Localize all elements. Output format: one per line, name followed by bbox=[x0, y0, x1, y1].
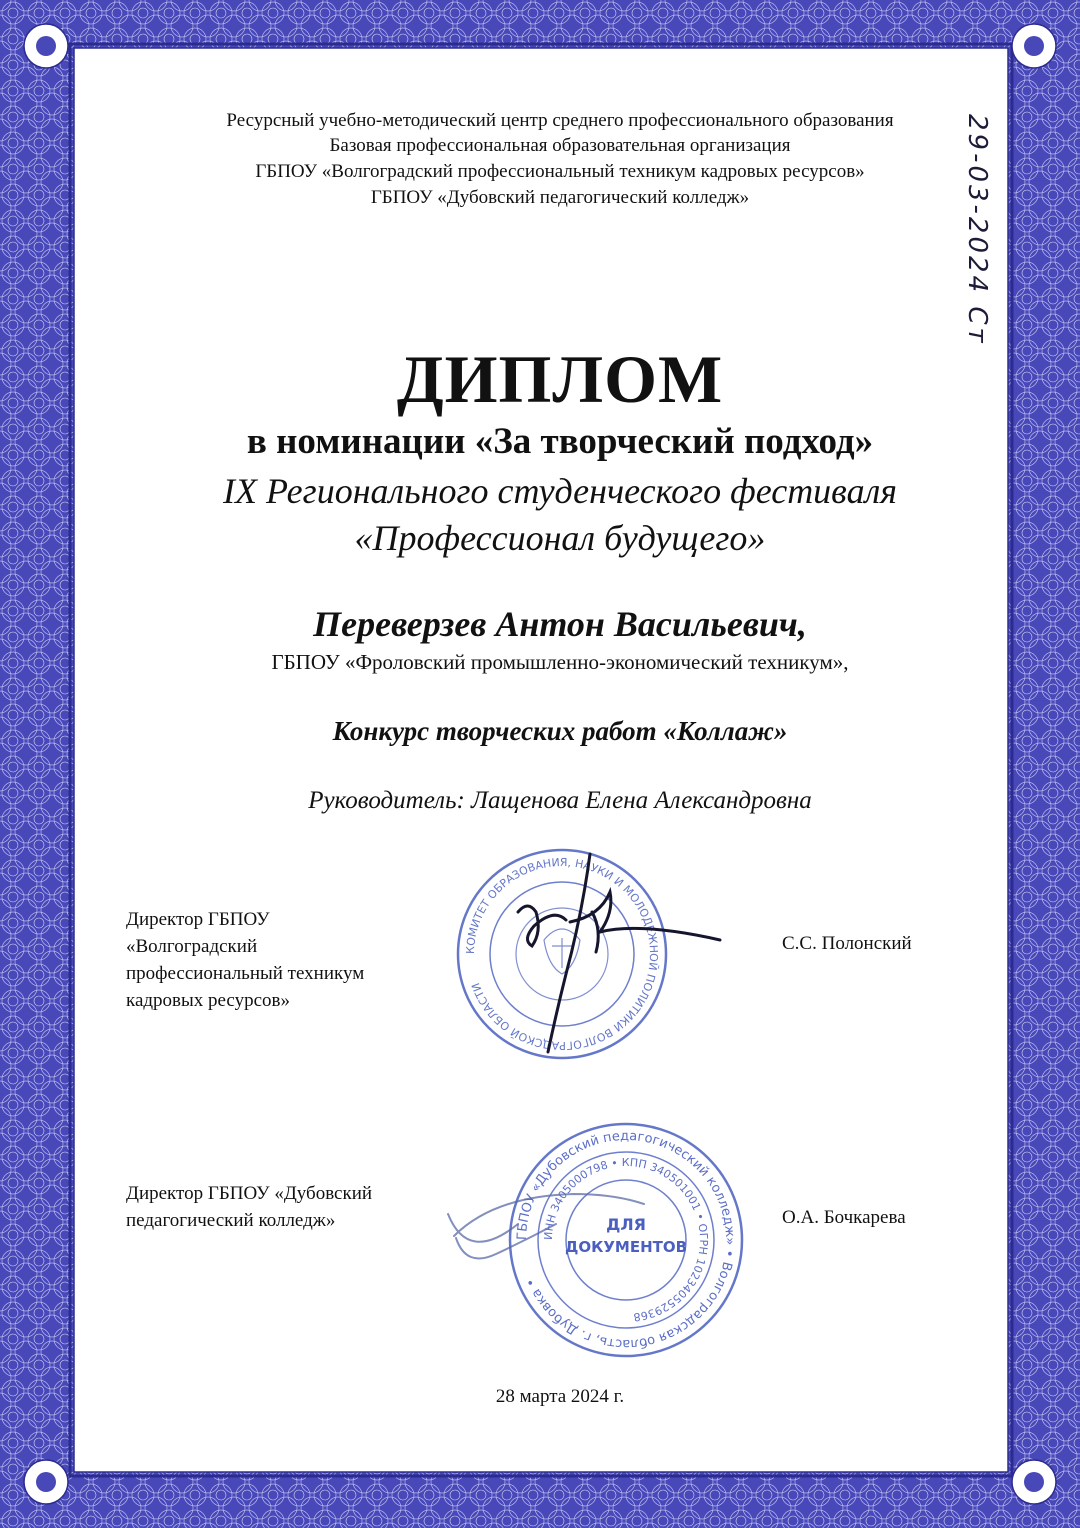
contest-title: Конкурс творческих работ «Коллаж» bbox=[332, 716, 788, 746]
position-line: кадровых ресурсов» bbox=[126, 990, 291, 1011]
header-line-1: Ресурсный учебно-методический центр среднего профессионального образования bbox=[226, 110, 894, 131]
stamp-center-line-1: ДЛЯ bbox=[606, 1215, 646, 1234]
header-line-4: ГБПОУ «Дубовский педагогический колледж» bbox=[370, 187, 750, 208]
stamp-center-line-2: ДОКУМЕНТОВ bbox=[564, 1238, 688, 1256]
issue-date: 28 марта 2024 г. bbox=[495, 1386, 625, 1407]
position-line: профессиональный техникум bbox=[126, 963, 365, 984]
festival-line-1: IX Регионального студенческого фестиваля bbox=[223, 471, 897, 511]
header-line-3: ГБПОУ «Волгоградский профессиональный техникум кадровых ресурсов» bbox=[255, 161, 865, 182]
signature-position-1 bbox=[126, 906, 446, 1014]
diploma-title: ДИПЛОМ bbox=[396, 341, 724, 417]
nomination-line: в номинации «За творческий подход» bbox=[246, 421, 874, 462]
header-line-2: Базовая профессиональная образовательная организация bbox=[329, 135, 791, 156]
stamp-outer-ring-text: ГБПОУ «Дубовский педагогический колледж» • Волгоградская область, г. Дубовка • bbox=[514, 1128, 738, 1352]
signer-name-1: С.С. Полонский bbox=[782, 933, 912, 954]
position-line: «Волгоградский bbox=[126, 936, 258, 957]
recipient-name: Переверзев Антон Васильевич, bbox=[313, 604, 807, 644]
stamp-ring-text: КОМИТЕТ ОБРАЗОВАНИЯ, НАУКИ И МОЛОДЕЖНОЙ ПОЛИТИКИ ВОЛГОГРАДСКОЙ ОБЛАСТИ bbox=[463, 855, 661, 1053]
handwritten-margin-note bbox=[948, 110, 1008, 346]
official-stamp-1 bbox=[452, 842, 732, 1067]
stamp-inner-ring-text: ИНН 3405000798 • КПП 340501001 • ОГРН 1023405529368 bbox=[541, 1155, 711, 1324]
position-line: педагогический колледж» bbox=[126, 1210, 336, 1231]
signature-position-2 bbox=[126, 1180, 446, 1234]
position-line: Директор ГБПОУ bbox=[126, 909, 270, 930]
signer-name-2: О.А. Бочкарева bbox=[782, 1207, 906, 1228]
margin-note-text: 29-03-2024 Ст bbox=[962, 114, 992, 346]
recipient-organization: ГБПОУ «Фроловский промышленно-экономический техникум», bbox=[271, 650, 849, 674]
official-stamp-2 bbox=[436, 1118, 756, 1358]
supervisor-line: Руководитель: Лащенова Елена Александровна bbox=[308, 787, 812, 814]
position-line: Директор ГБПОУ «Дубовский bbox=[126, 1183, 373, 1204]
festival-line-2: «Профессионал будущего» bbox=[354, 518, 766, 558]
